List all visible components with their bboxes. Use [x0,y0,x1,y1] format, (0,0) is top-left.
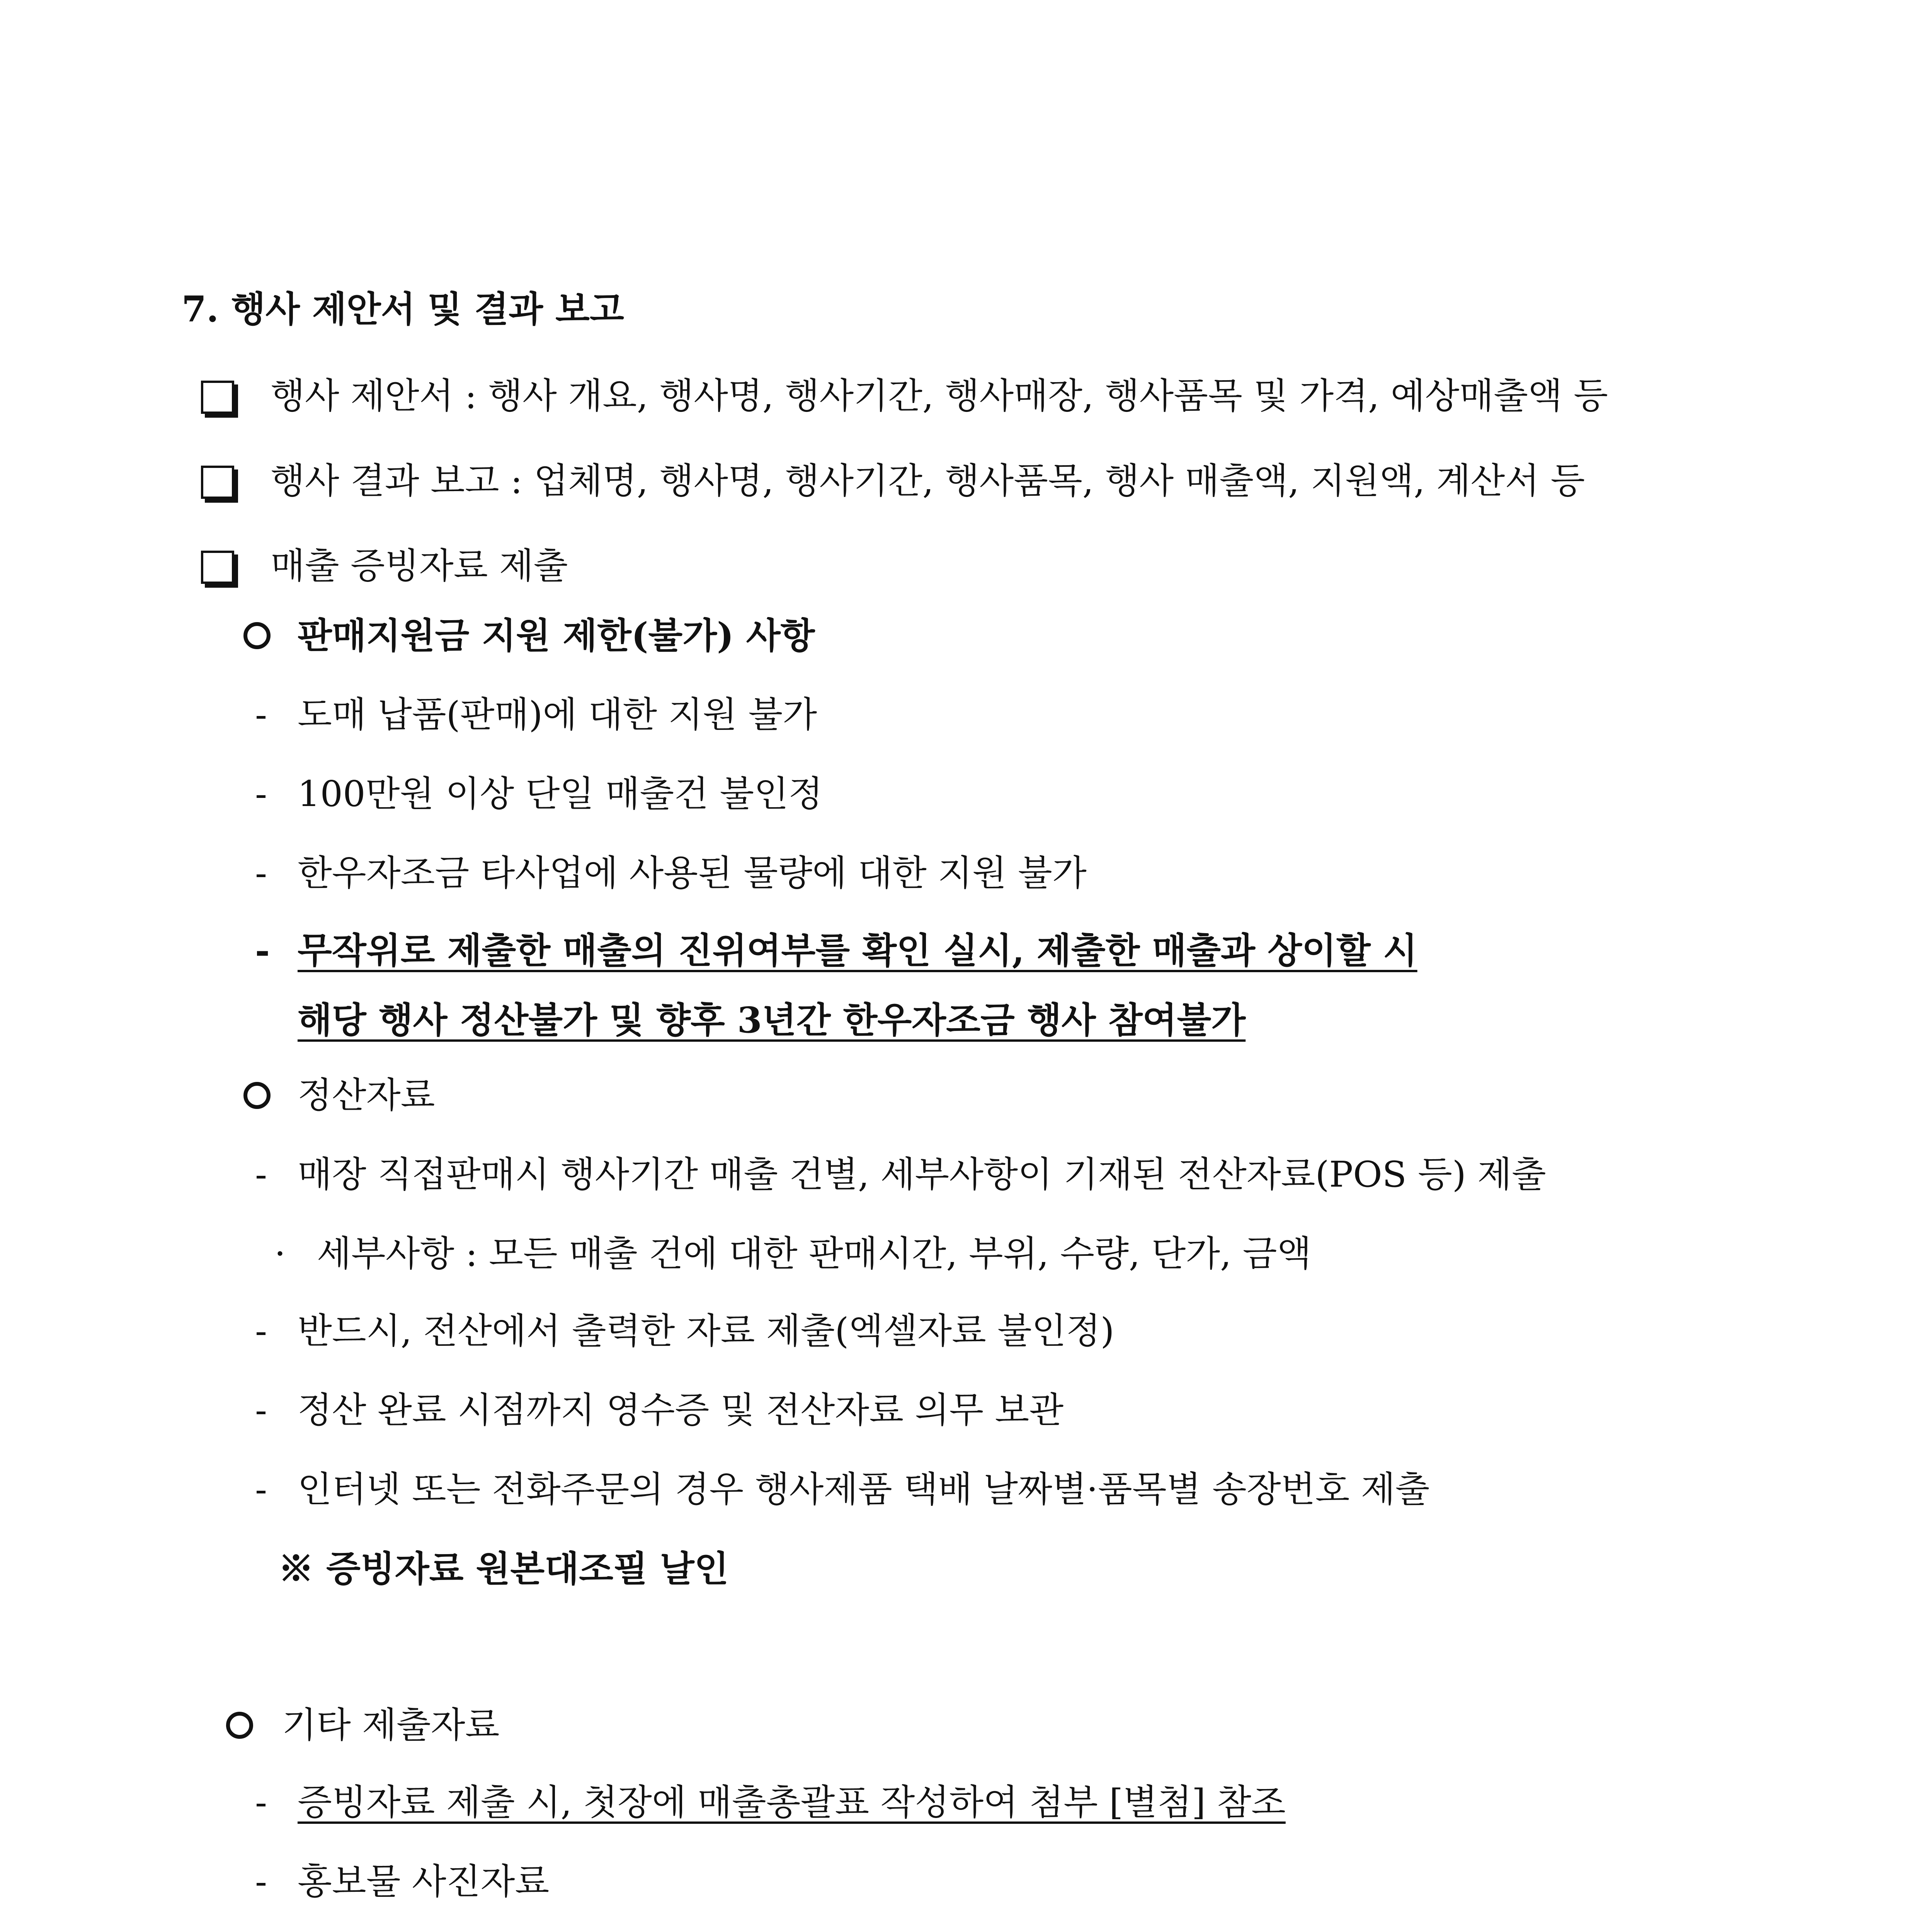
settlement-item-3: 정산 완료 시점까지 영수증 및 전산자료 의무 보관 [298,1389,1064,1431]
list-item [255,771,823,817]
list-item [274,1231,1311,1277]
checklist-item-proposal: 행사 제안서 : 행사 개요, 행사명, 행사기간, 행사매장, 행사품목 및 가격, 예상매출액 등 [271,375,1608,417]
checkbox-icon [201,466,234,499]
list-item [255,1466,1429,1513]
settlement-note: ※ 증빙자료 원본대조필 날인 [278,1548,729,1590]
settlement-item-2: 반드시, 전산에서 출력한 자료 제출(엑셀자료 불인정) [298,1310,1115,1352]
dash-marker: - [255,1782,267,1823]
dash-marker: - [255,1389,267,1431]
checkbox-icon [201,551,234,584]
section-title: 7. 행사 제안서 및 결과 보고 [182,288,624,330]
dash-marker: - [255,694,267,735]
list-item [255,850,1087,896]
other-item-2: 홍보물 사진자료 [298,1861,550,1902]
dash-marker: - [255,1861,267,1902]
dot-marker: · [274,1233,286,1274]
dash-marker: - [255,1154,267,1195]
dash-marker: - [255,1310,267,1352]
settlement-item-1-sub: 세부사항 : 모든 매출 건에 대한 판매시간, 부위, 수량, 단가, 금액 [317,1233,1312,1274]
list-item [255,1859,549,1905]
dash-marker: - [255,930,270,971]
settlement-item-1: 매장 직접판매시 행사기간 매출 건별, 세부사항이 기재된 전산자료(POS 등) 제출 [298,1154,1546,1195]
circle-bullet-icon [243,1082,271,1109]
dash-marker: - [255,1469,267,1510]
settlement-item-4: 인터넷 또는 전화주문의 경우 행사제품 택배 날짜별·품목별 송장번호 제출 [298,1469,1430,1510]
checklist-item-sales-evidence: 매출 증빙자료 제출 [271,545,568,587]
list-item [255,927,1417,974]
checkbox-icon [201,381,234,414]
restriction-item-2: 100만원 이상 단일 매출건 불인정 [298,773,823,815]
other-heading: 기타 제출자료 [282,1704,500,1746]
restriction-item-1: 도매 납품(판매)에 대한 지원 불가 [298,694,817,735]
list-item [255,692,817,738]
list-item [255,1779,1286,1826]
circle-bullet-icon [226,1712,253,1739]
restriction-heading: 판매지원금 지원 제한(불가) 사항 [298,615,815,656]
checklist-item-result-report: 행사 결과 보고 : 업체명, 행사명, 행사기간, 행사품목, 행사 매출액, 지원액, 계산서 등 [271,460,1585,502]
list-item [255,1387,1063,1434]
restriction-warning-line2: 해당 행사 정산불가 및 향후 3년간 한우자조금 행사 참여불가 [298,999,1246,1041]
dash-marker: - [255,852,267,894]
circle-bullet-icon [243,622,271,649]
settlement-heading: 정산자료 [298,1075,435,1116]
other-item-1: 증빙자료 제출 시, 첫장에 매출총괄표 작성하여 첨부 [별첨] 참조 [298,1782,1286,1823]
dash-marker: - [255,773,267,815]
restriction-warning-line1: 무작위로 제출한 매출의 진위여부를 확인 실시, 제출한 매출과 상이할 시 [298,930,1417,971]
restriction-warning-wrap [298,997,1246,1043]
list-item [255,1151,1546,1198]
restriction-item-3: 한우자조금 타사업에 사용된 물량에 대한 지원 불가 [298,852,1087,894]
list-item [255,1308,1115,1354]
